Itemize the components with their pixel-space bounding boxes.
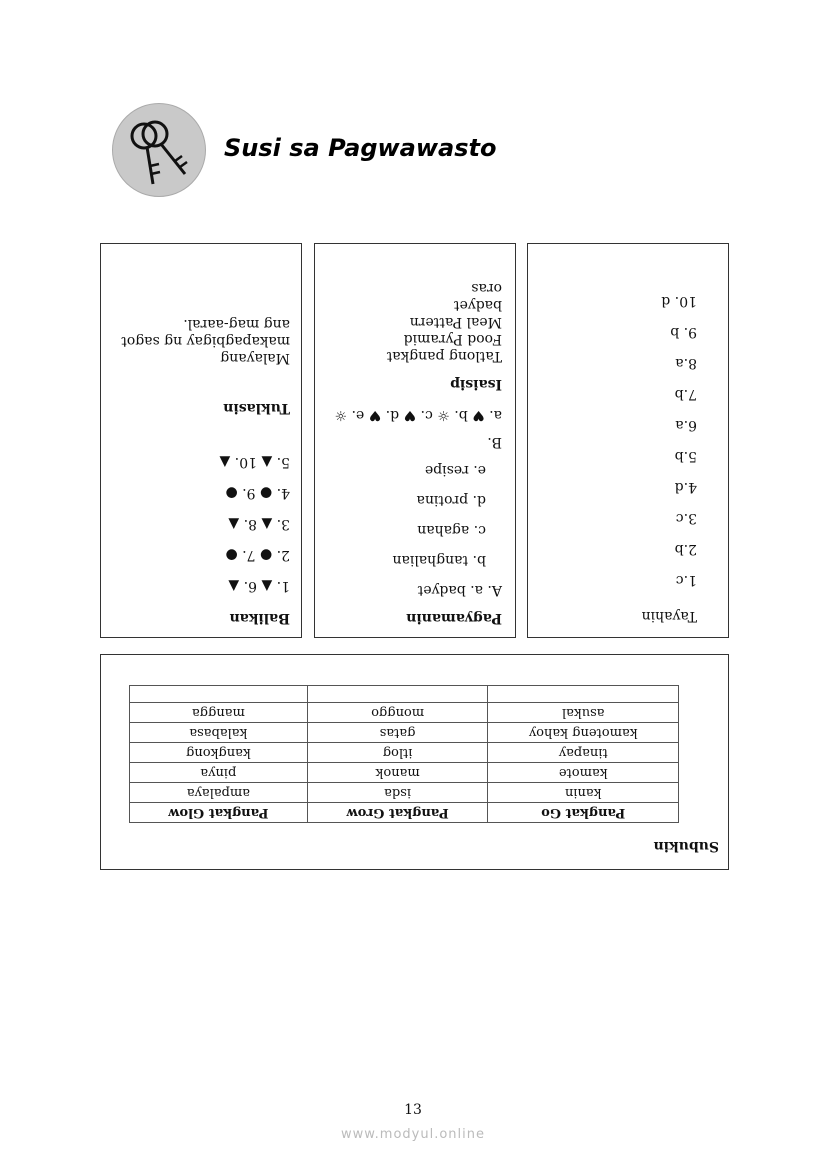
table-cell: tinapay [488,743,679,763]
page-number: 13 [404,1102,422,1118]
table-cell: ampalaya [130,783,308,803]
column-header: Pangkat Grow [307,803,488,823]
balikan-row: 5. ▲ 10. ▲ [219,454,290,470]
tayahin-answer: 5.b [674,448,697,464]
table-cell: manok [307,763,488,783]
tayahin-answer: 10. d [661,293,697,309]
table-row [130,703,679,723]
table-header-row [130,803,679,823]
pagyamanin-part-b-answers: a. ♥ b. ☼ c. ♥ d. ♥ e. ☼ [334,407,502,423]
page-title: Susi sa Pagwawasto [224,134,497,162]
table-cell: itlog [307,743,488,763]
balikan-row: 1. ▲ 6. ▲ [228,578,290,594]
table-cell: monggo [307,703,488,723]
tuklasin-heading: Tuklasin [223,400,290,416]
table-row [130,686,679,703]
isaisip-line: Tatlong pangkat [386,348,502,364]
table-cell [130,686,308,703]
tayahin-answer: 8.a [675,355,697,371]
table-cell [307,686,488,703]
table-row [130,743,679,763]
table-row [130,783,679,803]
tayahin-answer: 3.c [675,510,697,526]
pagyamanin-item: b. tanghalian [392,552,486,568]
table-cell: mangga [130,703,308,723]
table-cell [488,686,679,703]
subukin-box [100,654,729,870]
tayahin-answer: 2.b [674,541,697,557]
table-cell: isda [307,783,488,803]
column-header: Pangkat Go [488,803,679,823]
pagyamanin-item: e. resipe [424,462,486,478]
pagyamanin-item: c. agahan [417,522,486,538]
table-row [130,763,679,783]
keys-icon [112,103,206,197]
tuklasin-line: Malayang [220,350,290,366]
table-cell: asukal [488,703,679,723]
subukin-heading: Subukin [653,838,719,854]
pagyamanin-box [314,243,516,638]
balikan-box [100,243,302,638]
pagyamanin-item: d. protina [416,492,486,508]
balikan-heading: Balikan [229,610,290,626]
tayahin-box [527,243,729,638]
pagyamanin-part-b-label: B. [487,434,502,450]
pagyamanin-heading: Pagyamanin [406,610,502,626]
table-cell: kanin [488,783,679,803]
pagyamanin-item: A. a. badyet [417,582,502,598]
isaisip-line: Meal Pattern [409,314,502,330]
isaisip-heading: Isaisip [450,376,502,392]
column-header: Pangkat Glow [130,803,308,823]
tayahin-answer: 4.d [674,479,697,495]
table-row [130,723,679,743]
table-cell: kalabasa [130,723,308,743]
table-cell: kangkong [130,743,308,763]
table-cell: kamoteng kahoy [488,723,679,743]
table-cell: gatas [307,723,488,743]
tuklasin-line: makapagbigay ng sagot [121,333,290,349]
tayahin-answer: 7.b [674,386,697,402]
isaisip-line: oras [471,280,502,296]
tuklasin-line: ang mag-aaral. [183,316,290,332]
table-cell: kamote [488,763,679,783]
balikan-row: 2. ● 7. ● [225,547,290,563]
tayahin-answer: 9. b [670,324,697,340]
balikan-row: 3. ▲ 8. ▲ [228,516,290,532]
tayahin-answer: 6.a [675,417,697,433]
tayahin-answer: 1.c [675,572,697,588]
table-cell: pinya [130,763,308,783]
subukin-table [129,685,679,823]
isaisip-line: badyet [453,297,502,313]
tayahin-heading: Tayahin [641,608,697,624]
balikan-row: 4. ● 9. ● [225,485,290,501]
watermark: www.modyul.online [340,1127,486,1142]
isaisip-line: Food Pyramid [403,331,502,347]
